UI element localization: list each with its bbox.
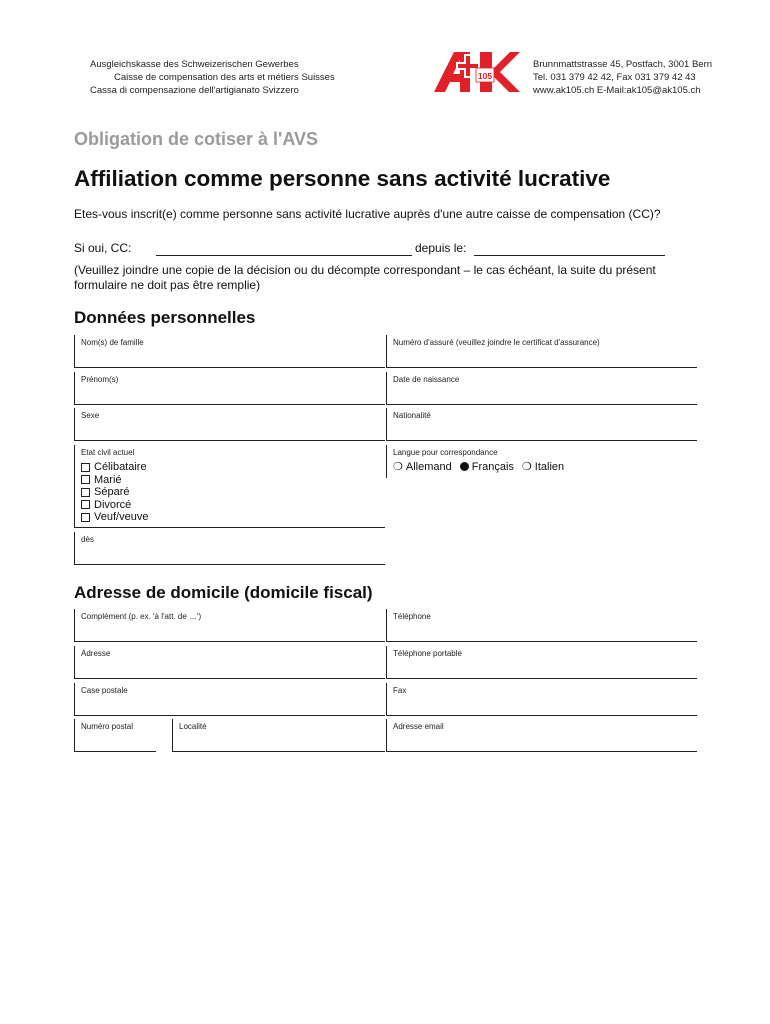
langue-option-allemand[interactable] bbox=[393, 460, 452, 473]
adresse-field[interactable] bbox=[74, 646, 385, 679]
langue-option-italien[interactable] bbox=[522, 460, 564, 473]
langue-label: Langue pour correspondance bbox=[393, 448, 498, 457]
complement-field[interactable] bbox=[74, 609, 385, 642]
nationalite-label: Nationalité bbox=[393, 411, 431, 420]
ak-logo bbox=[434, 52, 520, 92]
civil-option-marie[interactable] bbox=[81, 474, 385, 487]
portable-label: Téléphone portable bbox=[393, 649, 462, 658]
complement-label: Complément (p. ex. 'à l'att. de …') bbox=[81, 612, 202, 621]
naissance-field[interactable] bbox=[386, 372, 697, 405]
cc-input-line[interactable] bbox=[156, 255, 412, 256]
note-text: (Veuillez joindre une copie de la décision ou du décompte correspondant – le cas échéant, la suite du présent formulaire ne doit pas être remplie) bbox=[74, 263, 656, 292]
civil-option-label: Séparé bbox=[94, 486, 130, 498]
header-right-block bbox=[533, 58, 712, 97]
sexe-label: Sexe bbox=[81, 411, 100, 420]
telephone-label: Téléphone bbox=[393, 612, 431, 621]
etat-civil-field bbox=[74, 445, 385, 528]
sexe-field[interactable] bbox=[74, 408, 385, 441]
checkbox-icon[interactable] bbox=[81, 463, 90, 472]
checkbox-icon[interactable] bbox=[81, 500, 90, 509]
localite-label: Localité bbox=[179, 722, 207, 731]
fax-label: Fax bbox=[393, 686, 407, 695]
radio-unselected-icon[interactable]: ❍ bbox=[521, 461, 532, 473]
kicker-title: Obligation de cotiser à l'AVS bbox=[74, 129, 318, 149]
header-address: Brunnmattstrasse 45, Postfach, 3001 Bern bbox=[533, 59, 713, 70]
langue-option-label: Français bbox=[471, 460, 514, 473]
langue-option-label: Italien bbox=[534, 460, 565, 473]
numero-assure-field[interactable] bbox=[386, 335, 697, 368]
civil-option-veuf[interactable] bbox=[81, 511, 385, 524]
fax-field[interactable] bbox=[386, 683, 697, 716]
etat-civil-options bbox=[81, 461, 385, 524]
portable-field[interactable] bbox=[386, 646, 697, 679]
checkbox-icon[interactable] bbox=[81, 475, 90, 484]
page-title: Affiliation comme personne sans activité lucrative bbox=[74, 166, 611, 191]
email-label: Adresse email bbox=[393, 722, 444, 731]
email-field[interactable] bbox=[386, 719, 697, 752]
civil-option-celibataire[interactable] bbox=[81, 461, 385, 474]
depuis-input-line[interactable] bbox=[474, 255, 665, 256]
civil-option-separe[interactable] bbox=[81, 486, 385, 499]
civil-option-label: Célibataire bbox=[94, 461, 147, 473]
si-oui-label: Si oui, CC: bbox=[74, 241, 132, 255]
header-web-email: www.ak105.ch E-Mail:ak105@ak105.ch bbox=[533, 85, 701, 96]
checkbox-icon[interactable] bbox=[81, 488, 90, 497]
adresse-label: Adresse bbox=[81, 649, 111, 658]
case-postale-field[interactable] bbox=[74, 683, 385, 716]
civil-option-label: Marié bbox=[94, 473, 122, 486]
langue-option-label: Allemand bbox=[405, 460, 452, 473]
nom-field[interactable] bbox=[74, 335, 385, 368]
depuis-label: depuis le: bbox=[415, 241, 467, 255]
langue-option-francais[interactable] bbox=[460, 461, 514, 473]
civil-option-divorce[interactable] bbox=[81, 499, 385, 512]
checkbox-icon[interactable] bbox=[81, 513, 90, 522]
civil-option-label: Veuf/veuve bbox=[94, 511, 149, 523]
prenom-field[interactable] bbox=[74, 372, 385, 405]
des-label: dès bbox=[81, 535, 94, 544]
civil-option-label: Divorcé bbox=[94, 498, 132, 511]
naissance-label: Date de naissance bbox=[393, 375, 460, 384]
header-left-line-fr: Caisse de compensation des arts et métiers Suisses bbox=[114, 72, 335, 83]
header-left-line-it: Cassa di compensazione dell'artigianato Svizzero bbox=[90, 85, 299, 96]
prenom-label: Prénom(s) bbox=[81, 375, 119, 384]
des-field[interactable] bbox=[74, 532, 385, 565]
localite-field[interactable] bbox=[172, 719, 385, 752]
telephone-field[interactable] bbox=[386, 609, 697, 642]
header-phone-fax: Tel. 031 379 42 42, Fax 031 379 42 43 bbox=[533, 72, 696, 83]
nationalite-field[interactable] bbox=[386, 408, 697, 441]
nom-label: Nom(s) de famille bbox=[81, 338, 144, 347]
langue-options bbox=[393, 460, 697, 473]
numero-postal-field[interactable] bbox=[74, 719, 156, 752]
numero-postal-label: Numéro postal bbox=[81, 722, 134, 731]
question-text: Etes-vous inscrit(e) comme personne sans activité lucrative auprès d'une autre caisse de compensation (CC)? bbox=[74, 207, 661, 221]
numero-assure-label: Numéro d'assuré (veuillez joindre le certificat d'assurance) bbox=[393, 338, 600, 347]
header-left-line-de: Ausgleichskasse des Schweizerischen Gewerbes bbox=[90, 59, 299, 70]
logo-105-text: 105 bbox=[477, 71, 493, 81]
langue-field bbox=[386, 445, 697, 478]
section-heading-personal: Données personnelles bbox=[74, 308, 256, 327]
radio-selected-icon[interactable] bbox=[460, 462, 469, 471]
case-postale-label: Case postale bbox=[81, 686, 128, 695]
radio-unselected-icon[interactable]: ❍ bbox=[393, 461, 403, 473]
header-left-block bbox=[90, 58, 335, 97]
section-heading-address: Adresse de domicile (domicile fiscal) bbox=[74, 583, 373, 602]
etat-civil-label: Etat civil actuel bbox=[81, 448, 135, 457]
